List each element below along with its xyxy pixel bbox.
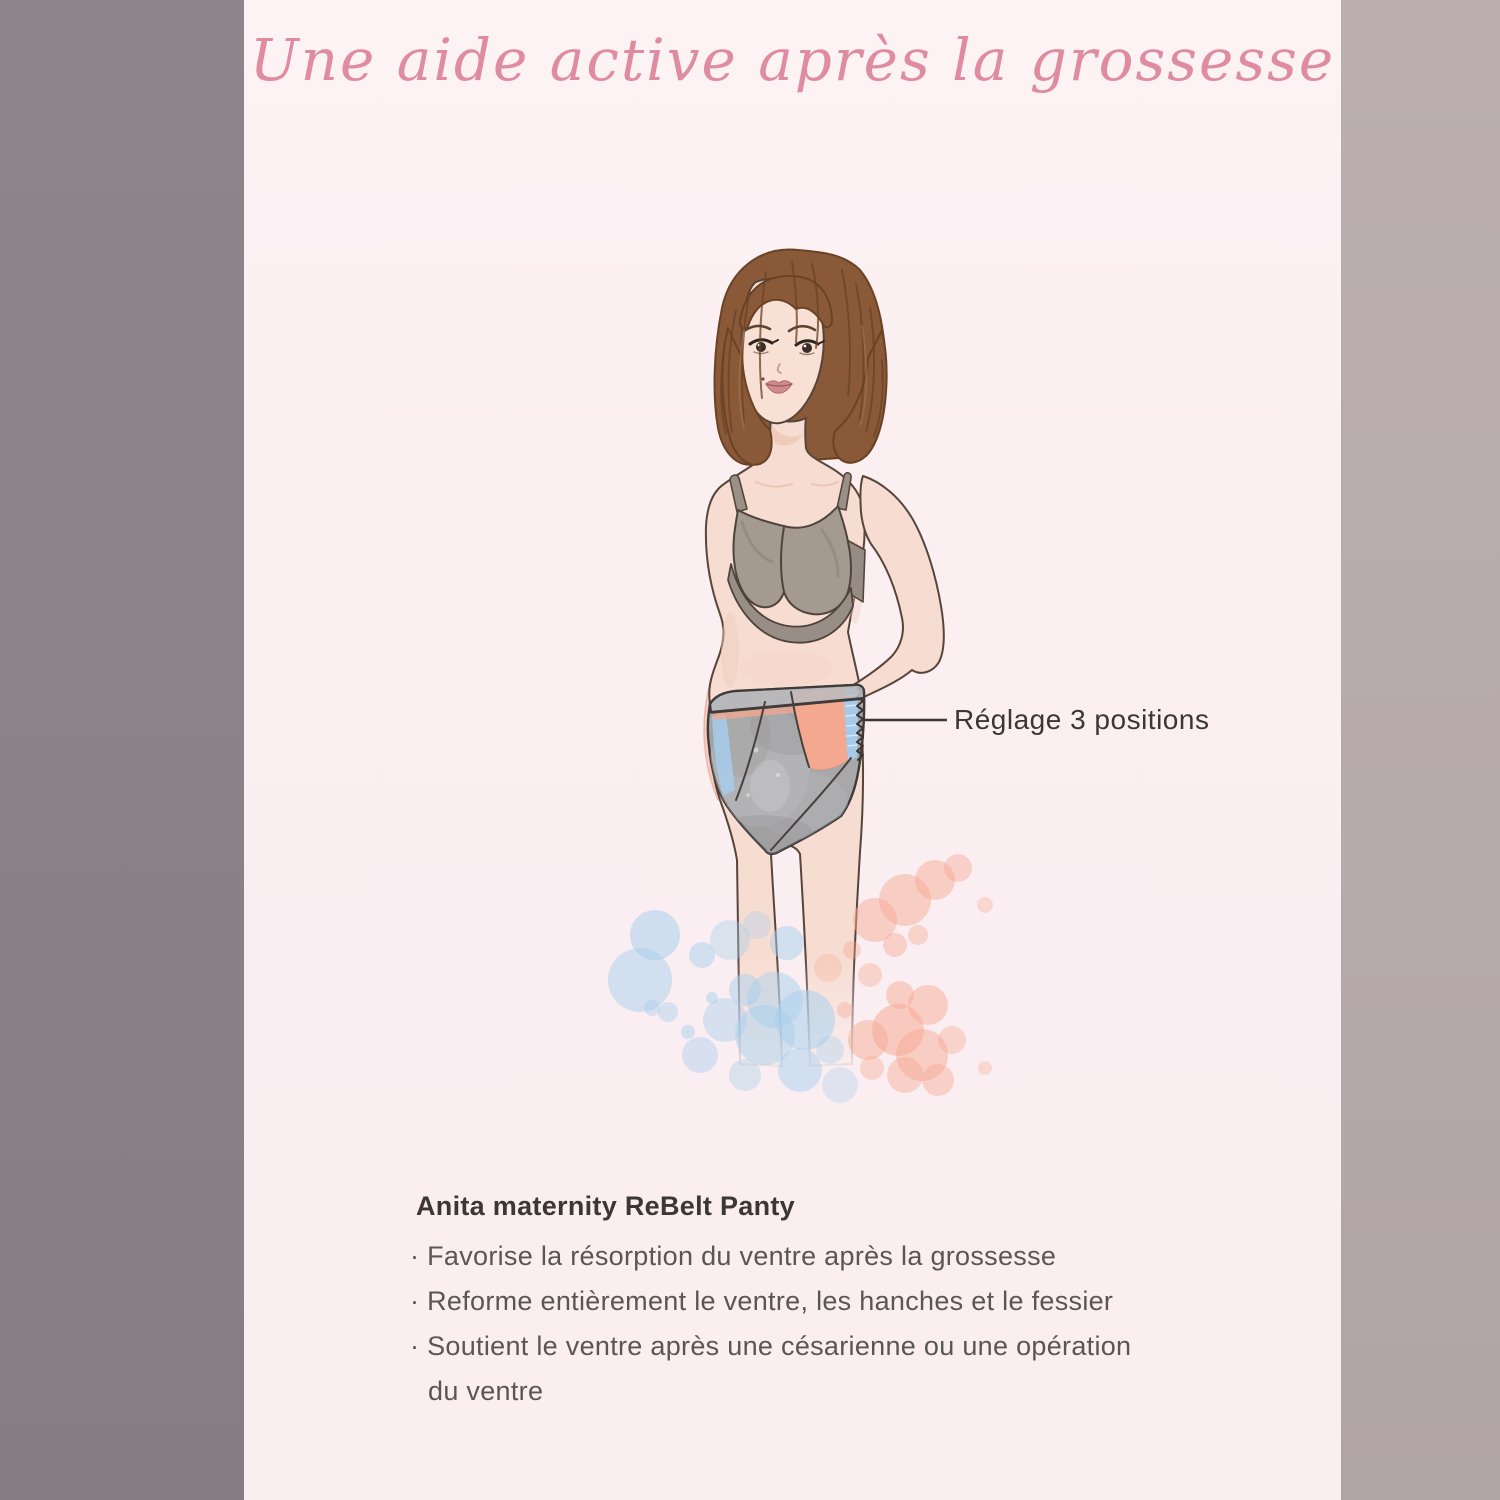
product-bullet: · Favorise la résorption du ventre après la grossesse — [410, 1241, 1057, 1271]
left-backdrop-band — [0, 0, 244, 1500]
product-bullet: · Soutient le ventre après une césarienne ou une opération — [410, 1331, 1132, 1361]
page-title: Une aide active après la grossesse — [249, 26, 1336, 94]
right-backdrop-band — [1341, 0, 1500, 1500]
product-illustration — [560, 230, 1060, 1110]
product-name: Anita maternity ReBelt Panty — [416, 1191, 795, 1221]
product-bullet-continuation: du ventre — [428, 1376, 544, 1406]
product-bullet: · Reforme entièrement le ventre, les hanches et le fessier — [410, 1286, 1114, 1316]
brochure-page — [244, 0, 1341, 1500]
woman-figure-illustration — [560, 230, 1060, 1110]
annotation-label: Réglage 3 positions — [954, 704, 1210, 735]
product-info-block — [410, 1186, 1170, 1414]
beauty-mark — [761, 377, 764, 380]
